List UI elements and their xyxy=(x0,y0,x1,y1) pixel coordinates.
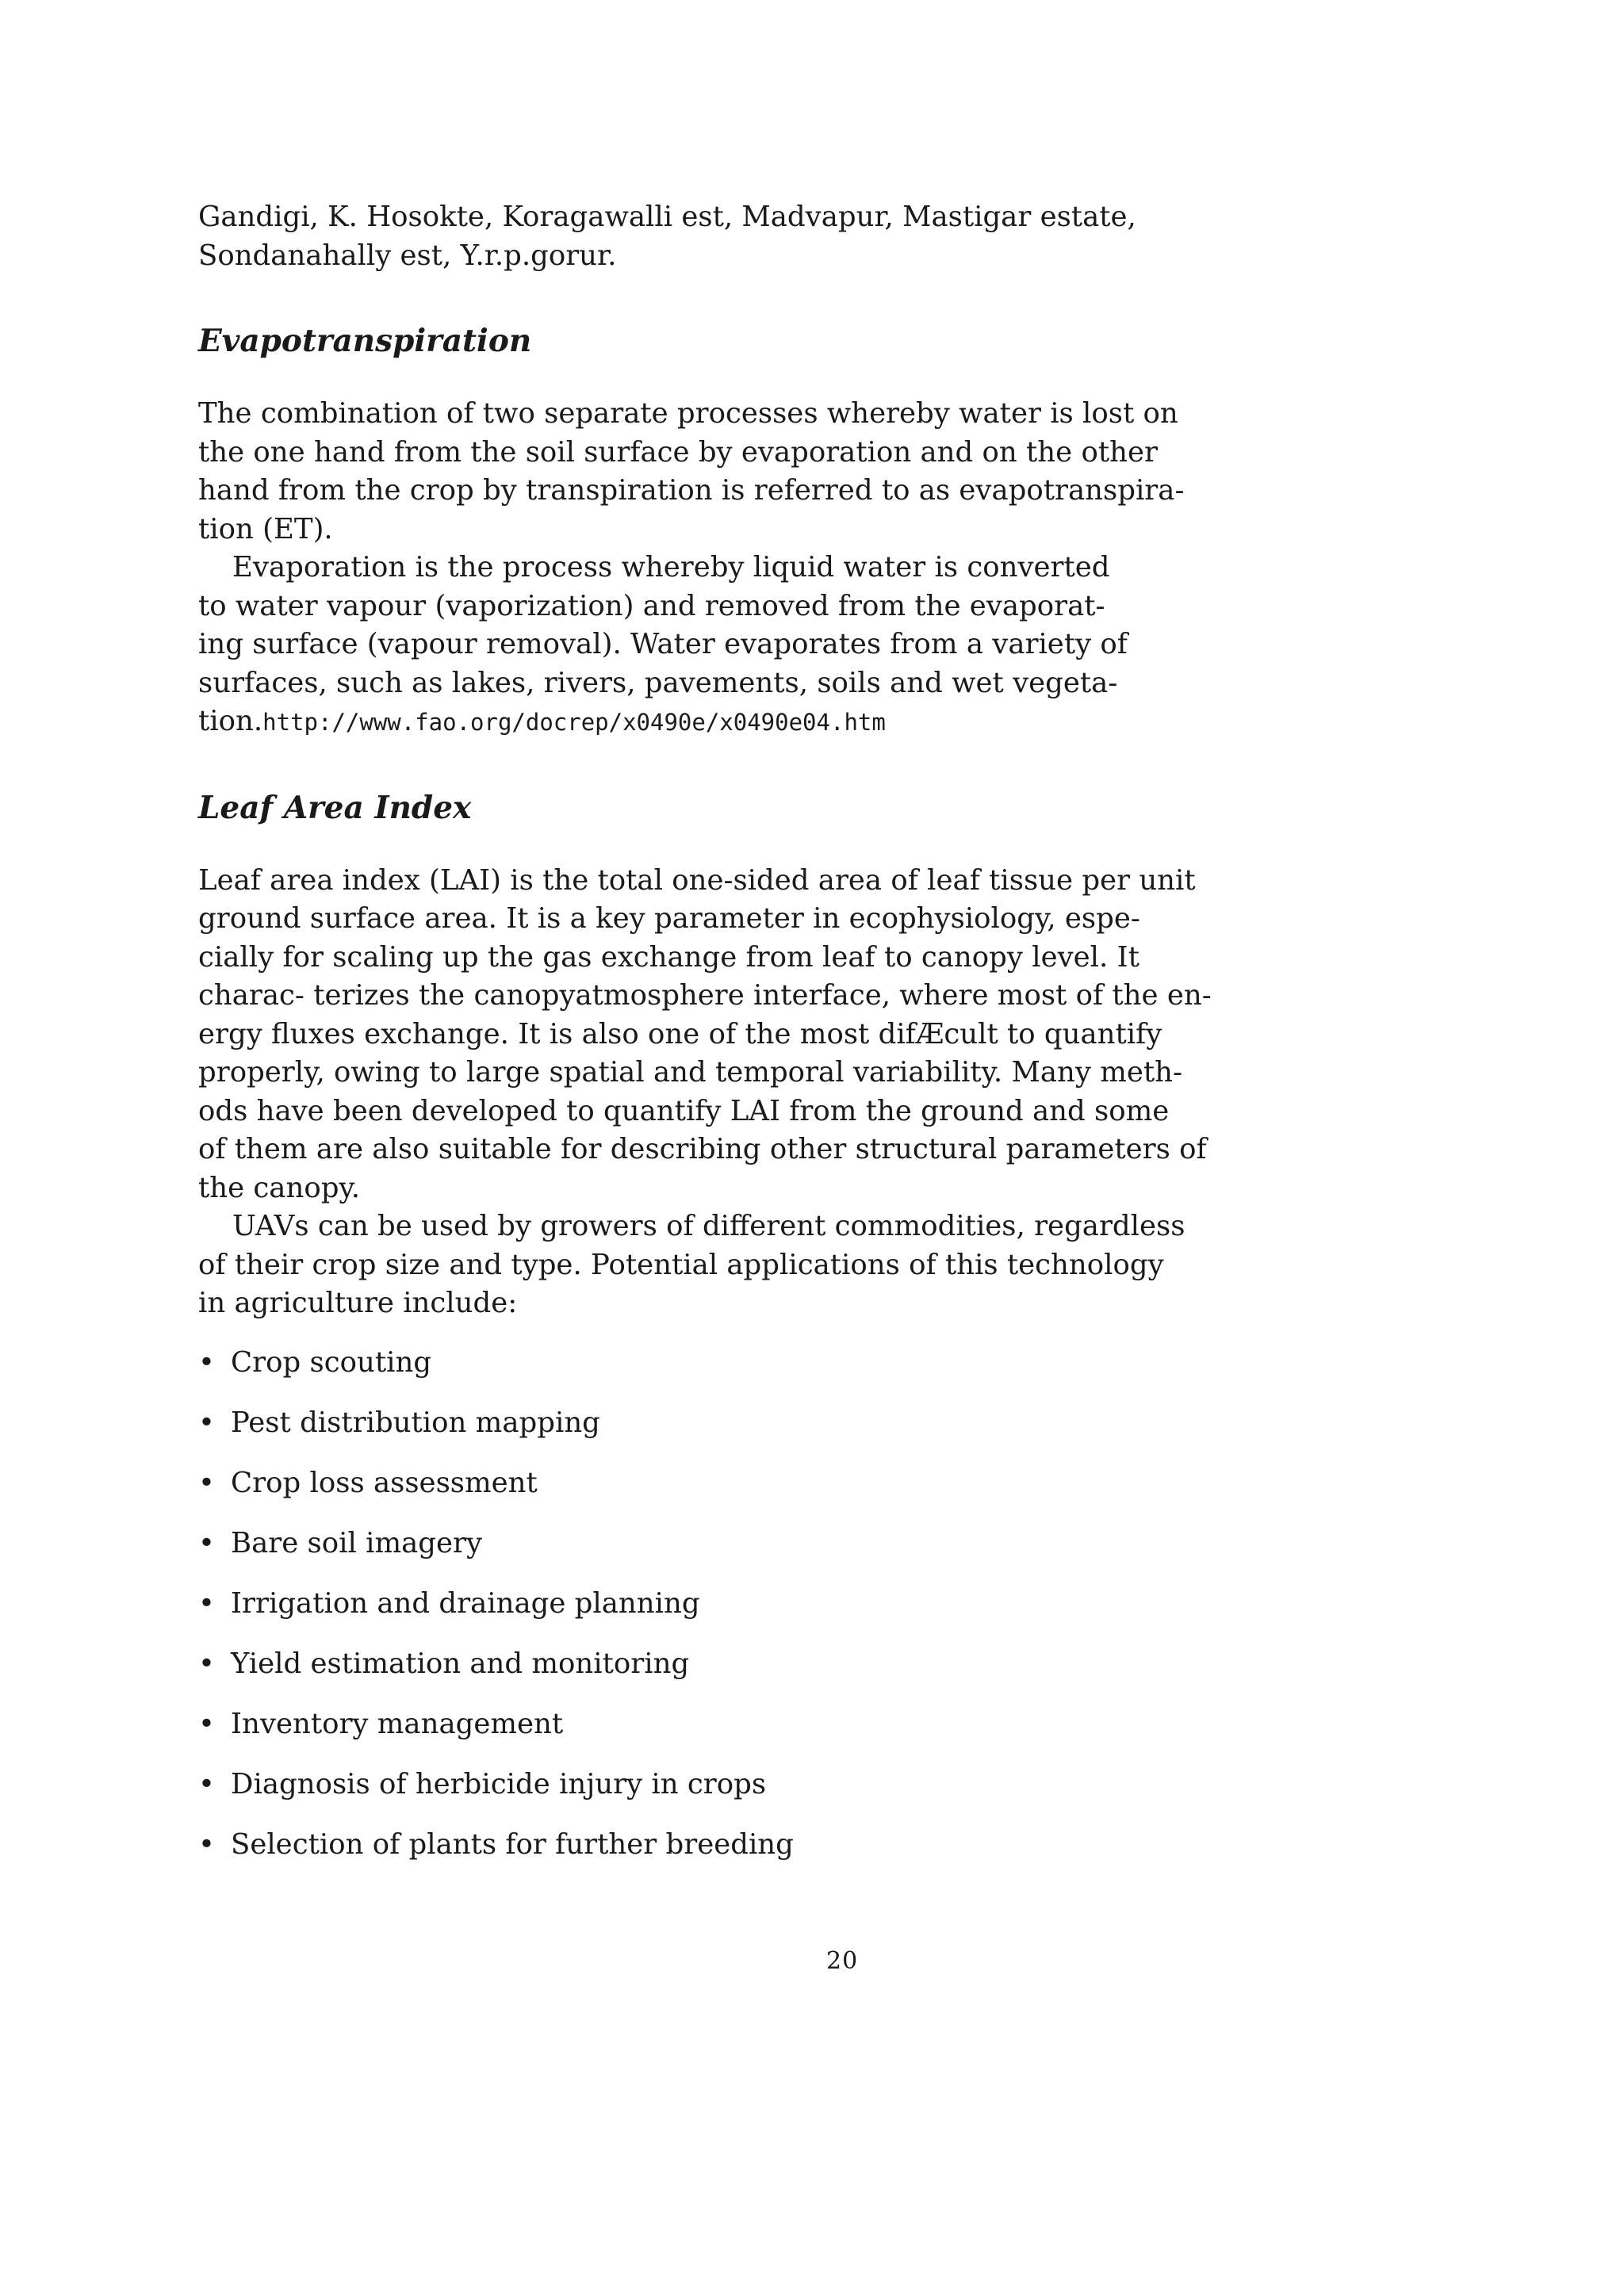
list-item xyxy=(198,1766,1063,1826)
text-line: in agriculture include: xyxy=(198,1287,518,1319)
list-item-label: Yield estimation and monitoring xyxy=(231,1647,690,1680)
bullet-icon: • xyxy=(198,1526,215,1559)
bullet-icon: • xyxy=(198,1647,215,1680)
text-line: charac- terizes the canopyatmosphere interface, where most of the en- xyxy=(198,979,1212,1012)
list-item xyxy=(198,1826,1063,1886)
text-line: cially for scaling up the gas exchange from leaf to canopy level. It xyxy=(198,940,1139,974)
list-item-label: Irrigation and drainage planning xyxy=(231,1586,700,1620)
section-heading-evapotranspiration: Evapotranspiration xyxy=(198,323,532,359)
bullet-icon: • xyxy=(198,1345,215,1379)
text-line: the canopy. xyxy=(198,1171,361,1204)
text-line: The combination of two separate processes whereby water is lost on xyxy=(198,397,1178,430)
section-heading-leaf-area-index: Leaf Area Index xyxy=(198,789,472,826)
text-line: Leaf area index (LAI) is the total one-sided area of leaf tissue per unit xyxy=(198,863,1196,897)
text-line: tion (ET). xyxy=(198,512,333,545)
page-number: 20 xyxy=(826,1947,859,1975)
list-item-label: Diagnosis of herbicide injury in crops xyxy=(231,1767,767,1800)
text-line: properly, owing to large spatial and temporal variability. Many meth- xyxy=(198,1056,1183,1089)
text-line: Sondanahally est, Y.r.p.gorur. xyxy=(198,239,617,272)
source-url-link[interactable]: http://www.fao.org/docrep/x0490e/x0490e04.htm xyxy=(262,709,886,736)
text-line: surfaces, such as lakes, rivers, pavements, soils and wet vegeta- xyxy=(198,666,1118,699)
bullet-icon: • xyxy=(198,1586,215,1620)
list-item-label: Bare soil imagery xyxy=(231,1526,483,1559)
list-item xyxy=(198,1464,1063,1525)
list-item-label: Crop loss assessment xyxy=(231,1466,538,1499)
text-line: the one hand from the soil surface by evaporation and on the other xyxy=(198,435,1158,469)
evapotranspiration-paragraph-1 xyxy=(198,395,1185,549)
lai-paragraph-2 xyxy=(198,1207,1185,1323)
text-line: ground surface area. It is a key parameter in ecophysiology, espe- xyxy=(198,902,1140,935)
text-column xyxy=(198,198,1212,1886)
list-item xyxy=(198,1705,1063,1766)
text-line: to water vapour (vaporization) and removed from the evaporat- xyxy=(198,589,1105,622)
list-item xyxy=(198,1404,1063,1464)
list-item xyxy=(198,1645,1063,1705)
text-line: Evaporation is the process whereby liquid water is converted xyxy=(232,551,1110,584)
list-item-label: Crop scouting xyxy=(231,1345,432,1379)
list-item xyxy=(198,1525,1063,1585)
list-item xyxy=(198,1585,1063,1645)
applications-list xyxy=(198,1344,1063,1886)
text-line: UAVs can be used by growers of different commodities, regardless xyxy=(232,1210,1185,1242)
bullet-icon: • xyxy=(198,1767,215,1800)
lai-paragraph-1 xyxy=(198,862,1212,1208)
list-item-label: Selection of plants for further breeding xyxy=(231,1827,794,1861)
bullet-icon: • xyxy=(198,1707,215,1740)
text-fragment: tion. xyxy=(198,705,263,737)
text-line: ing surface (vapour removal). Water evaporates from a variety of xyxy=(198,628,1128,660)
text-line: ergy fluxes exchange. It is also one of the most difÆcult to quantify xyxy=(198,1017,1162,1050)
list-item-label: Inventory management xyxy=(231,1707,564,1740)
text-line xyxy=(198,702,1063,742)
list-item-label: Pest distribution mapping xyxy=(231,1406,600,1439)
text-line: Gandigi, K. Hosokte, Koragawalli est, Madvapur, Mastigar estate, xyxy=(198,201,1136,233)
text-line: ods have been developed to quantify LAI from the ground and some xyxy=(198,1094,1170,1127)
bullet-icon: • xyxy=(198,1406,215,1439)
text-line: of them are also suitable for describing other structural parameters of xyxy=(198,1133,1207,1165)
text-line: of their crop size and type. Potential applications of this technology xyxy=(198,1248,1164,1281)
bullet-icon: • xyxy=(198,1466,215,1499)
text-line: hand from the crop by transpiration is referred to as evapotranspira- xyxy=(198,474,1185,507)
intro-paragraph xyxy=(198,198,1136,275)
bullet-icon: • xyxy=(198,1827,215,1861)
evapotranspiration-paragraph-2 xyxy=(198,549,1128,742)
list-item xyxy=(198,1344,1063,1404)
